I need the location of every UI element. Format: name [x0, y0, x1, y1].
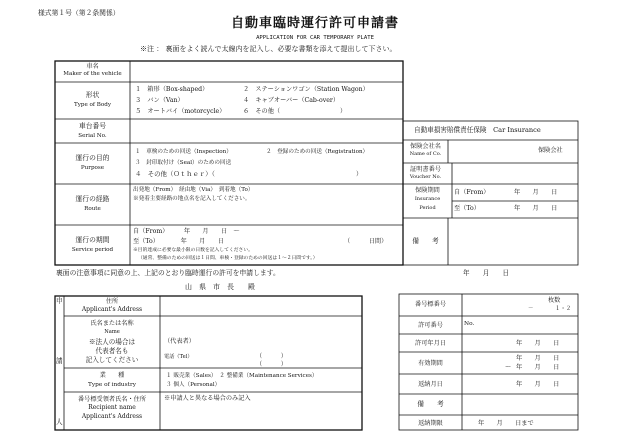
- deadline-label: 返納期限: [418, 420, 443, 427]
- applicant-side-3: 人: [56, 418, 63, 426]
- plate-count-label: 枚数: [548, 297, 561, 304]
- purpose-label-en: Purpose: [80, 165, 105, 171]
- vehicle-name-field[interactable]: [131, 62, 402, 81]
- body-type-option-4[interactable]: ４ キャブオーバー（Cab-over）: [243, 97, 340, 104]
- permit-date-label: 許可年月日: [415, 340, 446, 347]
- serial-label-en: Serial No.: [78, 133, 107, 139]
- insurance-from: 自（From）: [454, 189, 490, 196]
- industry-options-1[interactable]: １ 販売業（Sales） ２ 整備業（Maintenance Services）: [166, 373, 318, 379]
- body-type-label-en: Type of Body: [74, 102, 111, 108]
- return-date-value: 年 月 日: [516, 381, 560, 388]
- deadline-value: 年 月 日まで: [478, 420, 534, 427]
- phone-area-code[interactable]: （ ）: [256, 353, 287, 360]
- insurance-period-label: 保険期間: [415, 187, 440, 194]
- serial-field[interactable]: [131, 120, 402, 142]
- period-days[interactable]: （ 日間）: [344, 238, 388, 245]
- addressee: 山 県 市 長 殿: [185, 283, 255, 291]
- recipient-label-en-1: Recipient name: [88, 404, 136, 411]
- body-type-option-2[interactable]: ２ ステーションワゴン（Station Wagon）: [243, 86, 369, 93]
- purpose-option-3[interactable]: ３ 封印取付け（Seal）のための回送: [135, 160, 232, 166]
- period-to[interactable]: 至（To） 年 月 日: [133, 238, 224, 245]
- period-label: 運行の期間: [75, 236, 110, 244]
- applicant-side-1: 申: [56, 297, 63, 305]
- valid-period-tilde: ～: [505, 364, 512, 371]
- vehicle-name-label-en: Maker of the vehicle: [63, 71, 122, 77]
- voucher-label-en: Voucher No.: [409, 174, 442, 180]
- phone-label: 電話（Tel）: [164, 354, 193, 360]
- period-label-en: Service period: [71, 247, 114, 253]
- route-note: ※発着主要経路の地点名を記入してください。: [133, 196, 251, 202]
- representative-label: （代表者）: [164, 338, 195, 345]
- corp-note-1: ※法人の場合は: [88, 338, 136, 346]
- office-remarks-label: 備 考: [417, 400, 444, 408]
- route-label: 運行の経路: [75, 195, 110, 203]
- insurance-to-date[interactable]: 年 月 日: [514, 205, 558, 212]
- voucher-label: 証明書番号: [410, 166, 441, 173]
- body-type-option-5[interactable]: ５ オートバイ（motorcycle）: [135, 108, 226, 115]
- serial-label: 車台番号: [78, 122, 107, 130]
- body-type-option-3[interactable]: ３ バン（Van）: [135, 97, 184, 104]
- plate-dash: －: [528, 306, 534, 312]
- remarks-label: 備 考: [412, 237, 439, 245]
- period-from[interactable]: 自（From） 年 月 日 ～: [133, 228, 240, 235]
- name-label-en: Name: [104, 329, 120, 335]
- body-type-label: 形状: [85, 91, 100, 99]
- insurance-period-label-en2: Period: [419, 205, 436, 211]
- corp-note-3: 記入してください: [85, 356, 139, 364]
- route-label-en: Route: [84, 206, 101, 212]
- route-points: 出発地（From） 経由地（Via） 到着地（To）: [133, 187, 254, 193]
- industry-options-2[interactable]: ３ 個人（Personal）: [166, 382, 221, 388]
- valid-period-from: 年 月 日: [516, 355, 560, 362]
- recipient-note: ※申請人と異なる場合のみ記入: [164, 395, 251, 402]
- address-field[interactable]: [161, 297, 361, 315]
- body-type-option-1[interactable]: １ 箱形（Box-shaped）: [135, 86, 209, 93]
- purpose-option-1[interactable]: １ 車検のための回送（Inspection）: [135, 149, 232, 155]
- insurance-company-label-en: Name of Co.: [409, 151, 442, 157]
- address-label: 住所: [105, 298, 119, 305]
- corp-note-2: 代表者名も: [95, 347, 129, 355]
- form-number: 様式第１号（第２条関係）: [38, 9, 120, 17]
- applicant-side-2: 請: [56, 357, 63, 365]
- purpose-label: 運行の目的: [75, 154, 110, 162]
- insurance-company-label: 保険会社名: [410, 143, 441, 150]
- industry-label-en: Type of industry: [88, 382, 136, 388]
- purpose-option-4[interactable]: ４ その他（Ｏｔｈｅｒ）（: [135, 170, 215, 178]
- insurance-header: 自動車損害賠償責任保険 Car Insurance: [414, 126, 541, 134]
- recipient-label: 番号標受領者氏名・住所: [77, 396, 147, 403]
- recipient-label-en-2: Applicant's Address: [81, 413, 143, 420]
- insurance-period-label-en1: Insurance: [414, 196, 441, 202]
- instruction-note: ※注 ： 裏面をよく読んで太線内を記入し、必要な書類を添えて提出して下さい。: [140, 45, 397, 53]
- body-type-option-6[interactable]: ６ その他（: [243, 108, 281, 115]
- period-note-2: （通常、整備のための回送は１日間、車検・登録のための回送は１～２日間です。）: [138, 256, 318, 261]
- agreement-statement: 裏面の注意事項に同意の上、上記のとおり臨時運行の許可を申請します。: [56, 269, 280, 277]
- period-note-1: ※目的達成に必要な最小限の日数を記入してください。: [133, 248, 253, 253]
- industry-label: 業 種: [99, 372, 125, 379]
- body-type-option-6-close: ）: [340, 108, 347, 115]
- page-title: 自動車臨時運行許可申請書: [230, 16, 399, 31]
- vehicle-name-label: 車名: [86, 63, 99, 70]
- permit-date-value: 年 月 日: [516, 340, 560, 347]
- permit-number-label: 許可番号: [418, 322, 443, 329]
- phone-number[interactable]: （ ）: [256, 361, 287, 368]
- valid-period-label: 有効期間: [418, 360, 443, 367]
- return-date-label: 返納月日: [418, 381, 443, 388]
- name-label: 氏名または名称: [90, 320, 134, 327]
- valid-period-to: 年 月 日: [516, 364, 560, 371]
- insurance-to: 至（To）: [454, 205, 480, 212]
- insurance-company-suffix: 保険会社: [538, 147, 563, 154]
- insurance-from-date[interactable]: 年 月 日: [514, 189, 558, 196]
- purpose-option-2[interactable]: ２ 登録のための回送（Registration）: [266, 149, 369, 155]
- plate-number-label: 番号標番号: [415, 301, 446, 308]
- permit-number-prefix: No.: [464, 321, 475, 327]
- page-subtitle: APPLICATION FOR CAR TEMPORARY PLATE: [256, 35, 374, 41]
- address-label-en: Applicant's Address: [81, 306, 143, 313]
- purpose-option-4-close: ）: [356, 171, 363, 178]
- plate-count-value: １・２: [555, 306, 572, 312]
- application-date[interactable]: 年 月 日: [463, 269, 510, 277]
- route-field[interactable]: [131, 205, 402, 223]
